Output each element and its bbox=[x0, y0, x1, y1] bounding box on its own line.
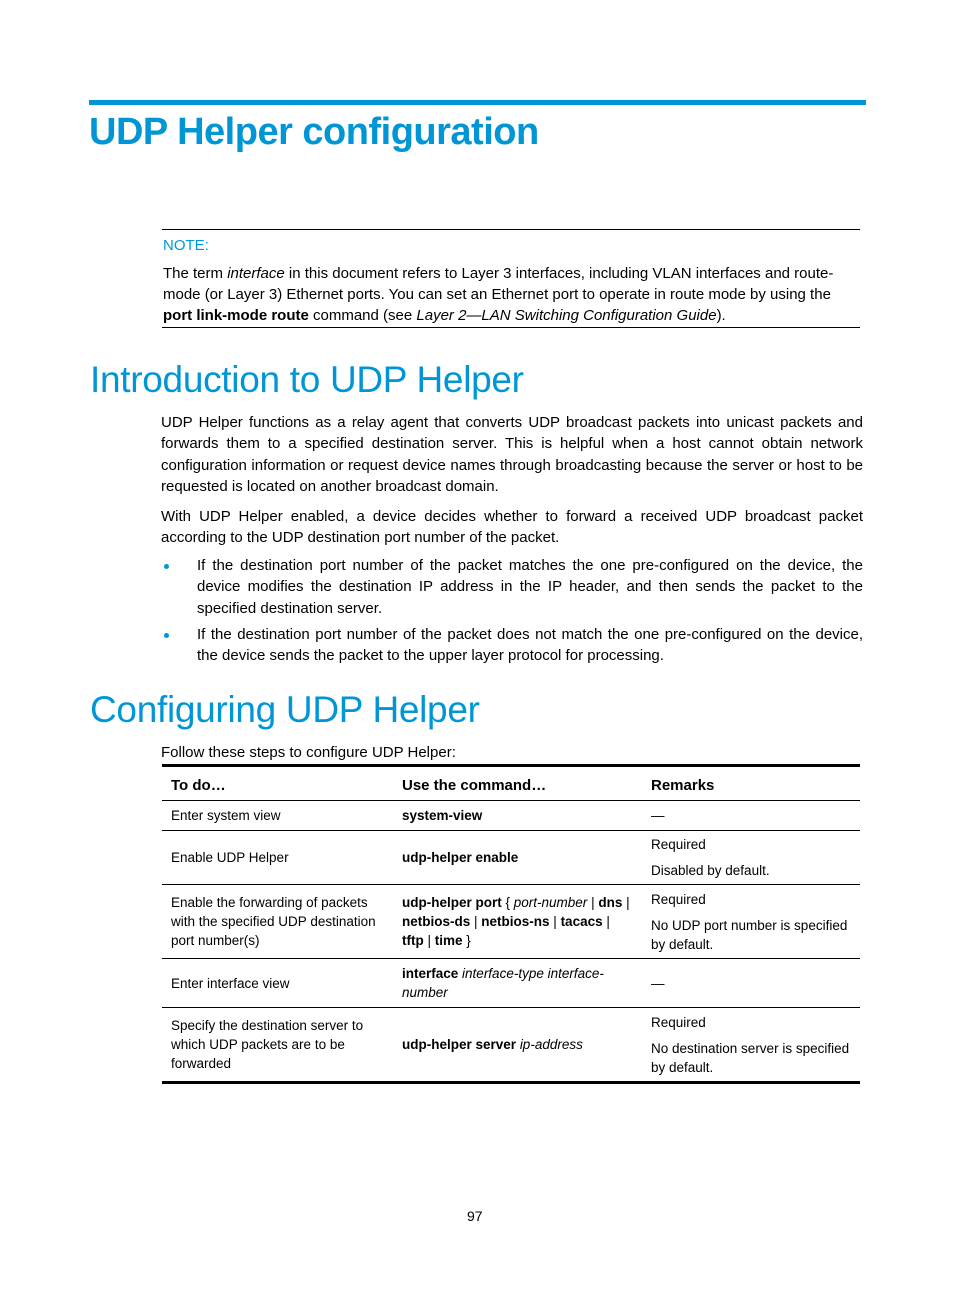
header-todo: To do… bbox=[162, 766, 393, 801]
table-row bbox=[162, 801, 860, 831]
cell-todo: Enter interface view bbox=[162, 959, 393, 1008]
bullet-icon bbox=[164, 564, 169, 569]
note-label: NOTE: bbox=[163, 237, 209, 254]
cell-command: interface interface-type interface-number bbox=[393, 959, 642, 1008]
intro-paragraph-1: UDP Helper functions as a relay agent that converts UDP broadcast packets into unicast packets and forwards them to a specified destination server. This is helpful when a host cannot obtain network configuration information or request device names through broadcasting because the server or host to be requested is located on another broadcast domain. bbox=[161, 414, 863, 496]
note-bottom-rule bbox=[162, 327, 860, 328]
cell-todo: Enable the forwarding of packets with the specified UDP destination port number(s) bbox=[162, 885, 393, 959]
cell-todo: Enter system view bbox=[162, 801, 393, 831]
cell-command: udp-helper enable bbox=[393, 831, 642, 885]
cell-command: udp-helper server ip-address bbox=[393, 1008, 642, 1083]
bullet-icon bbox=[164, 633, 169, 638]
bullet-item-2: If the destination port number of the packet does not match the one pre-configured on the device, the device sends the packet to the upper layer protocol for processing. bbox=[197, 626, 863, 665]
cell-command: udp-helper port { port-number | dns | netbios-ds | netbios-ns | tacacs | tftp | time } bbox=[393, 885, 642, 959]
cell-todo: Enable UDP Helper bbox=[162, 831, 393, 885]
section-title-introduction: Introduction to UDP Helper bbox=[90, 359, 524, 400]
table-row bbox=[162, 959, 860, 1008]
table-row bbox=[162, 831, 860, 885]
configuration-steps-table bbox=[162, 764, 860, 1084]
section-title-configuring: Configuring UDP Helper bbox=[90, 689, 480, 730]
table-row bbox=[162, 885, 860, 959]
header-command: Use the command… bbox=[393, 766, 642, 801]
note-body: The term interface in this document refers to Layer 3 interfaces, including VLAN interfaces and route-mode (or Layer 3) Ethernet ports. You can set an Ethernet port to operate in route mode by using the port link-mode route command (see Layer 2—LAN Switching Configuration Guide). bbox=[163, 265, 834, 324]
cell-remarks: Required No destination server is specified by default. bbox=[642, 1008, 860, 1083]
cell-remarks: Required No UDP port number is specified by default. bbox=[642, 885, 860, 959]
config-intro-text: Follow these steps to configure UDP Helper: bbox=[161, 744, 456, 761]
cell-remarks: — bbox=[642, 801, 860, 831]
page-number: 97 bbox=[467, 1208, 483, 1224]
intro-paragraph-2: With UDP Helper enabled, a device decides whether to forward a received UDP broadcast packet according to the UDP destination port number of the packet. bbox=[161, 508, 863, 547]
cell-remarks: — bbox=[642, 959, 860, 1008]
table-row bbox=[162, 1008, 860, 1083]
cell-todo: Specify the destination server to which UDP packets are to be forwarded bbox=[162, 1008, 393, 1083]
bullet-item-1: If the destination port number of the packet matches the one pre-configured on the device, the device modifies the destination IP address in the IP header, and then sends the packet to the specified destination server. bbox=[197, 557, 863, 617]
note-top-rule bbox=[162, 229, 860, 230]
cell-remarks: Required Disabled by default. bbox=[642, 831, 860, 885]
cell-command: system-view bbox=[393, 801, 642, 831]
chapter-top-rule bbox=[89, 100, 866, 105]
header-remarks: Remarks bbox=[642, 766, 860, 801]
table-header-row bbox=[162, 766, 860, 801]
chapter-title: UDP Helper configuration bbox=[89, 111, 539, 153]
